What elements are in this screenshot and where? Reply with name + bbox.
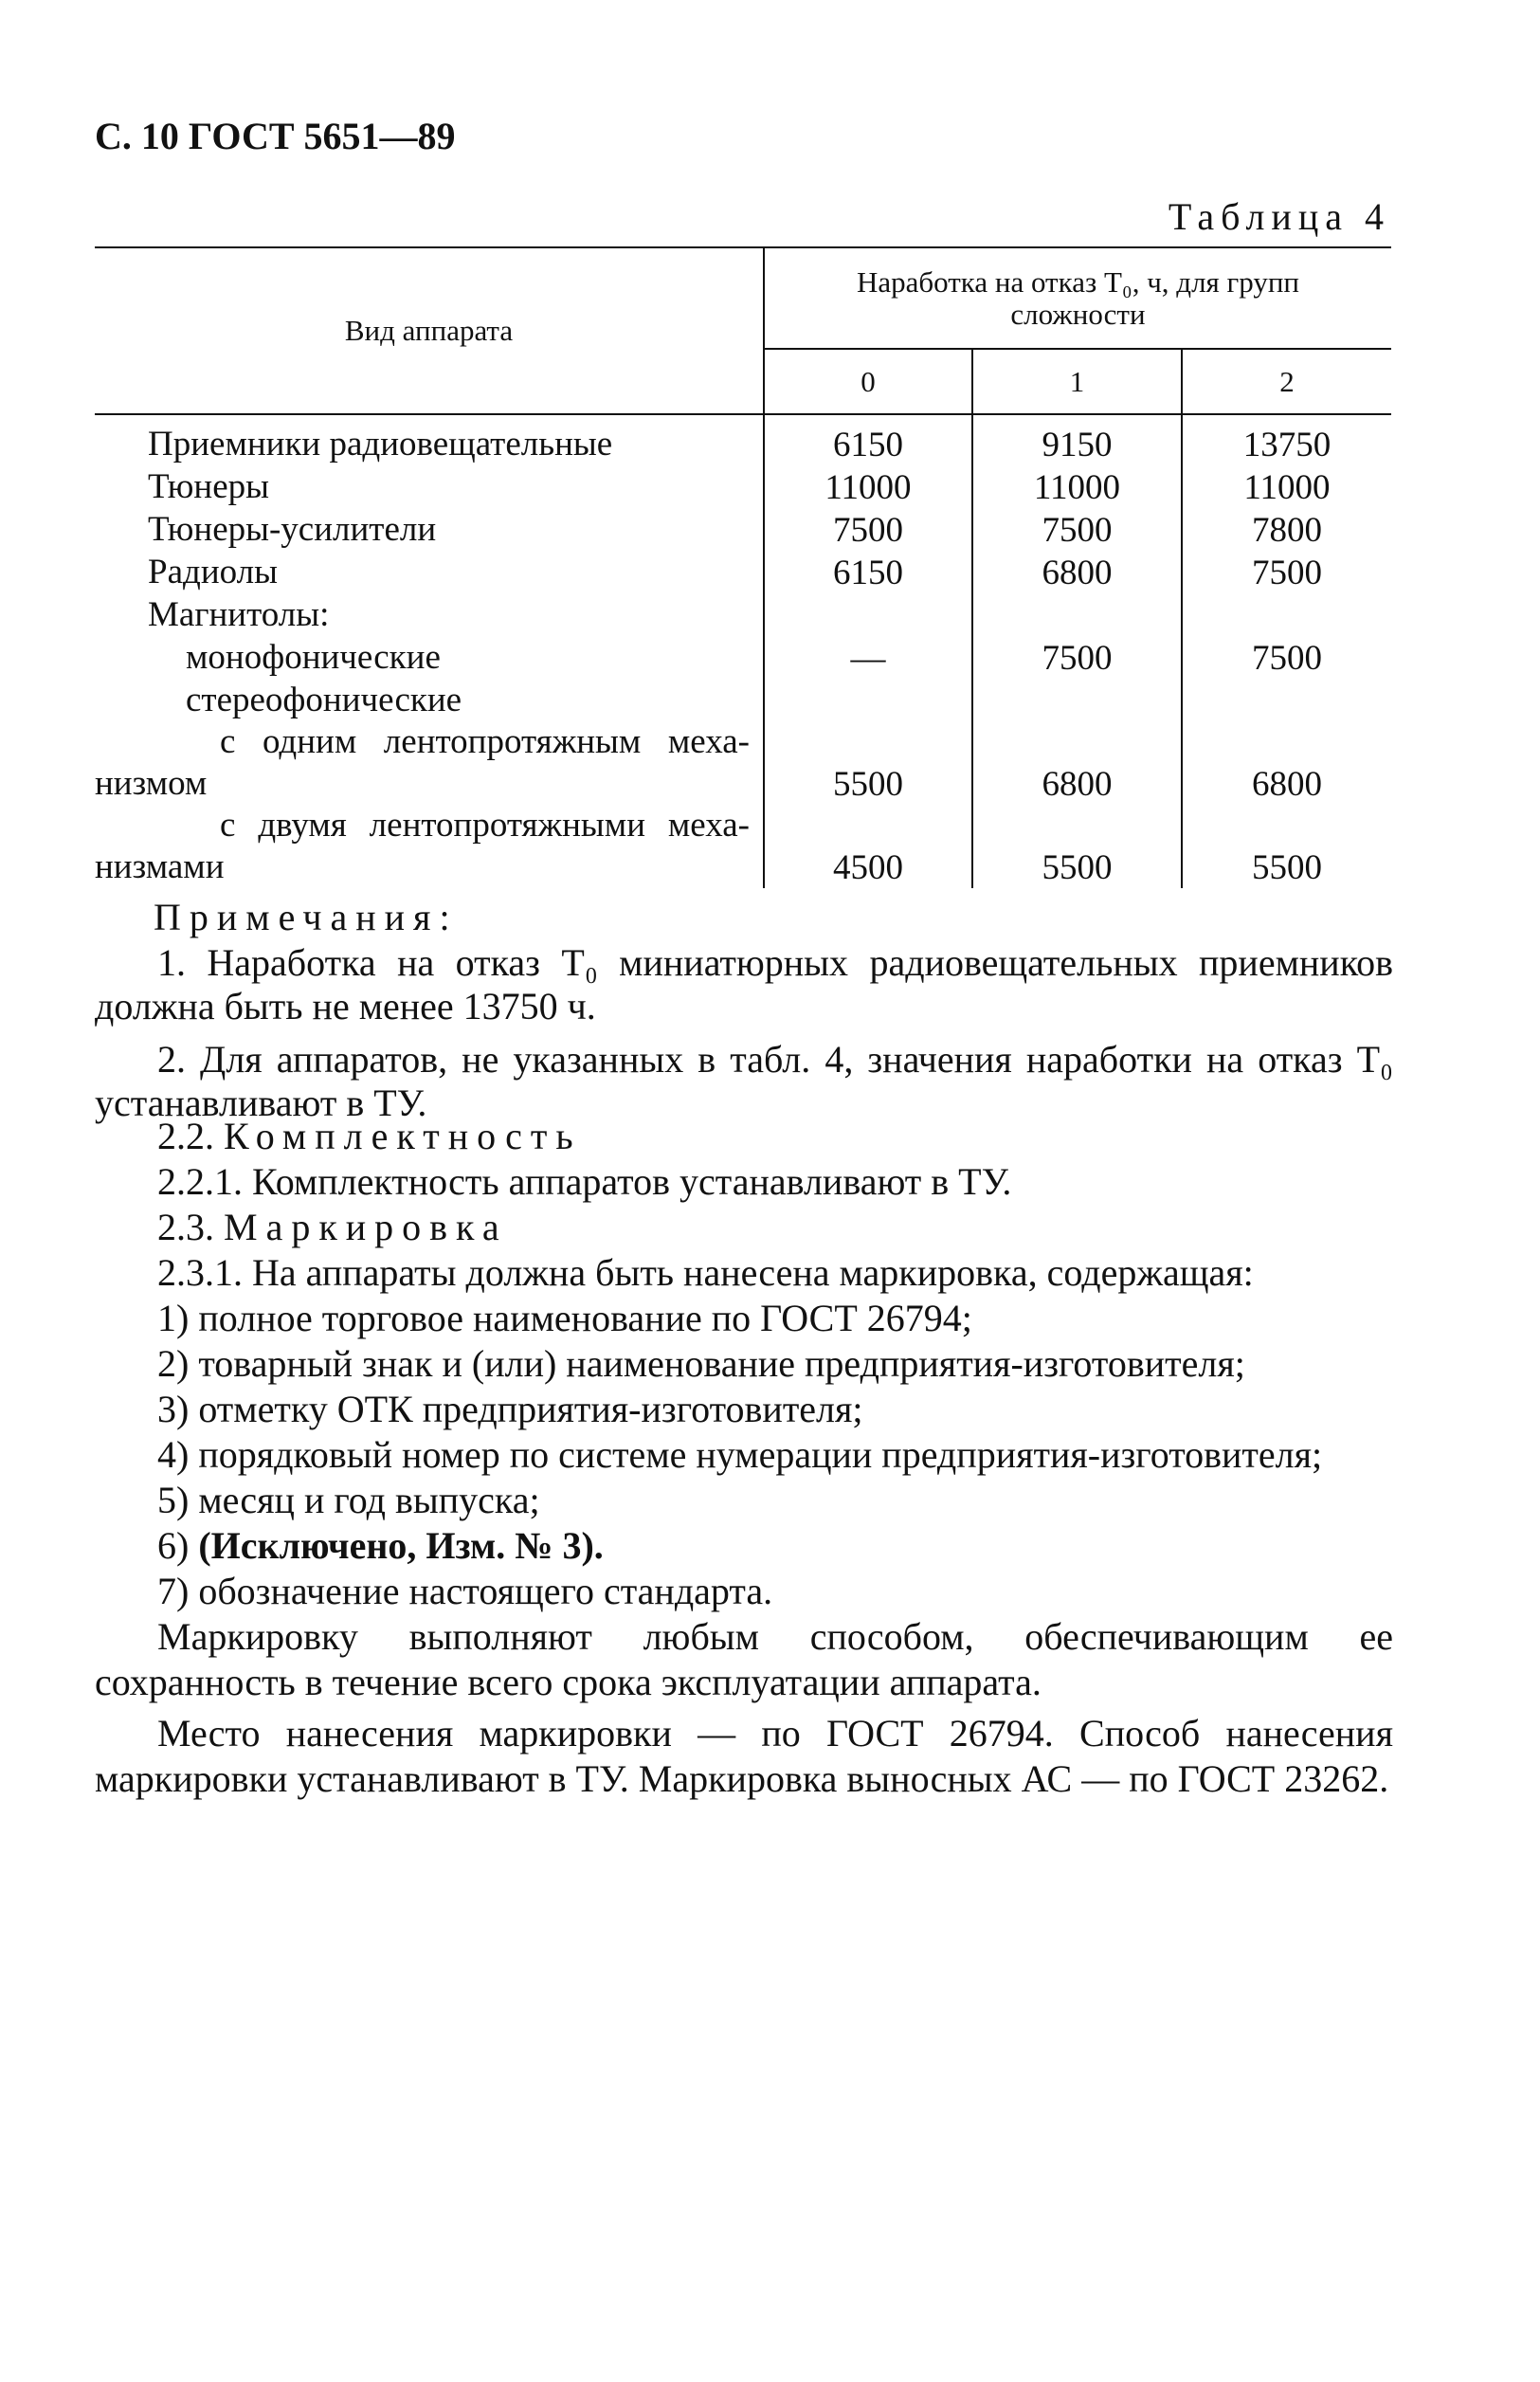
table-cell: 7800	[1182, 508, 1391, 551]
column-header-group: 1	[972, 349, 1182, 414]
table-cell	[1182, 679, 1391, 721]
table-cell: 7500	[764, 508, 972, 551]
table-cell: 7500	[1182, 636, 1391, 679]
row-label-line: низмами	[95, 847, 225, 886]
table-cell: 7500	[972, 508, 1182, 551]
table-cell: 6150	[764, 414, 972, 465]
table-row	[95, 636, 1391, 679]
section-number: 2.2.	[157, 1115, 214, 1157]
paragraph-marking-place: Место нанесения маркировки — по ГОСТ 26794. Способ нанесения маркировки устанавливают в ТУ. Маркировка выносных АС — по ГОСТ 23262.	[95, 1712, 1393, 1800]
row-label-line: с двумя лентопротяжными меха-	[220, 806, 750, 845]
row-label: монофонические	[186, 638, 441, 677]
table-cell: 5500	[972, 805, 1182, 888]
table-cell	[972, 593, 1182, 636]
table-row	[95, 593, 1391, 636]
table-cell: 11000	[764, 465, 972, 508]
item-number: 6)	[157, 1524, 190, 1567]
table-cell	[972, 679, 1182, 721]
list-item: 3) отметку ОТК предприятия-изготовителя;	[157, 1388, 863, 1430]
section-number: 2.3.	[157, 1206, 214, 1248]
row-label	[95, 721, 764, 805]
table-row	[95, 805, 1391, 888]
list-item: 7) обозначение настоящего стандарта.	[157, 1570, 773, 1612]
table-row	[95, 465, 1391, 508]
section-2-3-heading	[95, 1205, 1393, 1250]
table-row	[95, 414, 1391, 465]
table-cell: —	[764, 636, 972, 679]
page-header: С. 10 ГОСТ 5651—89	[95, 115, 456, 157]
section-title: Комплектность	[224, 1115, 582, 1157]
column-header-group: 2	[1182, 349, 1391, 414]
excluded-note: (Исключено, Изм. № 3).	[198, 1524, 604, 1567]
table-cell: 5500	[764, 721, 972, 805]
column-header-group: 0	[764, 349, 972, 414]
table-cell: 7500	[972, 636, 1182, 679]
list-item	[95, 1523, 1393, 1569]
note-1: 1. Наработка на отказ T₀ миниатюрных радиовещательных приемников должна быть не менее 13750 ч.	[95, 941, 1393, 1027]
column-header-mtbf: Наработка на отказ T₀, ч, для групп сложности	[764, 247, 1391, 349]
table-row	[95, 551, 1391, 593]
table-cell: 6800	[1182, 721, 1391, 805]
notes-block	[95, 896, 1393, 1125]
row-label-line: с одним лентопротяжным меха-	[220, 722, 750, 761]
table-cell: 7500	[1182, 551, 1391, 593]
row-label: Магнитолы:	[148, 595, 330, 634]
row-label: Тюнеры	[148, 467, 269, 506]
paragraph-2-3-1: 2.3.1. На аппараты должна быть нанесена маркировка, содержащая:	[157, 1251, 1254, 1294]
table-row	[95, 721, 1391, 805]
section-2-2-heading	[95, 1114, 1393, 1159]
table-cell: 6800	[972, 721, 1182, 805]
mtbf-table	[95, 246, 1391, 888]
row-label: Тюнеры-усилители	[148, 510, 437, 549]
table-cell	[764, 679, 972, 721]
table-cell	[1182, 593, 1391, 636]
column-header-device-type: Вид аппарата	[95, 247, 764, 414]
table-cell	[764, 593, 972, 636]
paragraph-marking-method: Маркировку выполняют любым способом, обеспечивающим ее сохранность в течение всего срока эксплуатации аппарата.	[95, 1615, 1393, 1703]
table-cell: 6150	[764, 551, 972, 593]
row-label-line: низмом	[95, 764, 208, 803]
list-item: 5) месяц и год выпуска;	[157, 1479, 540, 1521]
body-text	[95, 1114, 1393, 1802]
table-cell: 4500	[764, 805, 972, 888]
note-2: 2. Для аппаратов, не указанных в табл. 4, значения наработки на отказ T₀ устанавливают в ТУ.	[95, 1038, 1393, 1124]
table-row	[95, 679, 1391, 721]
list-item: 1) полное торговое наименование по ГОСТ 26794;	[157, 1297, 972, 1339]
row-label: стереофонические	[186, 681, 462, 719]
table-cell: 11000	[972, 465, 1182, 508]
table-cell: 9150	[972, 414, 1182, 465]
row-label: Приемники радиовещательные	[148, 425, 613, 464]
paragraph-2-2-1: 2.2.1. Комплектность аппаратов устанавливают в ТУ.	[157, 1160, 1012, 1203]
row-label	[95, 805, 764, 888]
list-item: 4) порядковый номер по системе нумерации предприятия-изготовителя;	[157, 1433, 1323, 1476]
notes-title: Примечания:	[154, 896, 459, 938]
table-cell: 11000	[1182, 465, 1391, 508]
section-title: Маркировка	[224, 1206, 508, 1248]
row-label: Радиолы	[148, 553, 278, 591]
table-caption: Таблица 4	[1168, 195, 1390, 238]
table-cell: 5500	[1182, 805, 1391, 888]
table-cell: 13750	[1182, 414, 1391, 465]
table-row	[95, 508, 1391, 551]
list-item: 2) товарный знак и (или) наименование предприятия-изготовителя;	[157, 1342, 1245, 1385]
table-cell: 6800	[972, 551, 1182, 593]
